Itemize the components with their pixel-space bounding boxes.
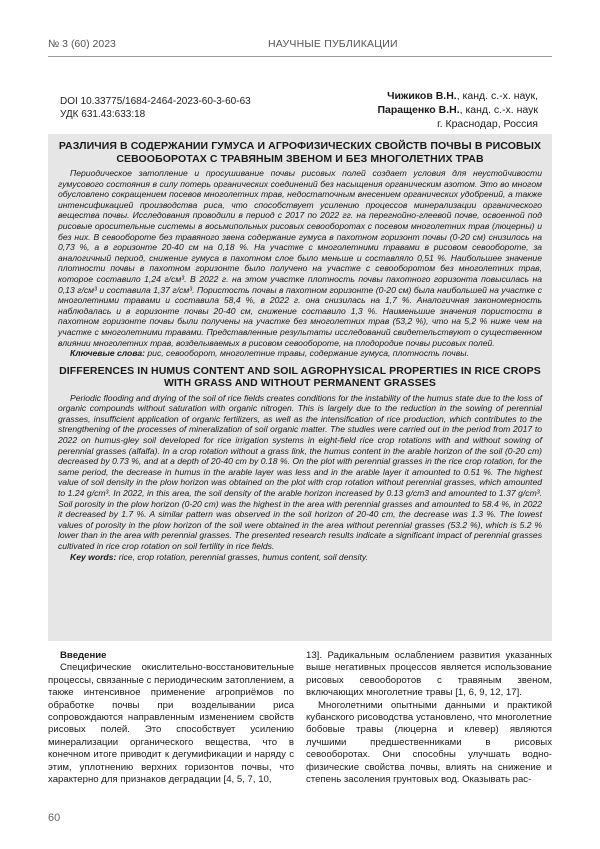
abstract-en: Periodic flooding and drying of the soil of rice fields creates conditions for the instability of the humus state due to the loss of organic compounds without saturation with organic nitrogen. This is largely due to the reduction in the sowing of perennial grasses, insufficient application of organic fertilizers, as well as the intensification of rice production, which contributes to the strengthening of the processes of mineralization of soil organic matter. The studies were carried out in the period from 2017 to 2022 on humus-gley soil developed for rice irrigation systems in eight-field rice crop rotations with and without sowing of perennial grasses (alfalfa). In a crop rotation without a grass link, the humus content in the arable horizon of the soil (0-20 cm) decreased by 0.73 %, and at a depth of 20-40 cm by 0.18 %. On the plot with perennial grasses in the rice crop rotation, for the same period, the decrease in humus in the arable layer was less and in the arable layer it amounted to 0.51 %. The highest value of soil density in the plow horizon was obtained on the plot with crop rotation without perennial grasses, which amounted to 1.24 g/cm³. In 2022, in this area, the soil density of the arable horizon increased by 0.13 g/cm3 and amounted to 1.37 g/cm³. Soil porosity in the plow horizon (0-20 cm) was the highest in the area with perennial grasses and amounted to 58.4 %, in 2022 it decreased by 1.7 %. A similar pattern was observed in the soil horizon of 20-40 cm, the decrease was 1.3 %. The lowest values of porosity in the plow horizon of the soil were obtained in the area without perennial grasses (53.2 %), which is 5.2 % lower than in the area with perennial grasses. The presented research results indicate a significant impact of perennial grasses cultivated in rice crop rotation on soil fertility in rice fields. (58, 392, 542, 551)
title-ru: РАЗЛИЧИЯ В СОДЕРЖАНИИ ГУМУСА И АГРОФИЗИЧЕСКИХ СВОЙСТВ ПОЧВЫ В РИСОВЫХ СЕВООБОРОТАХ С ТРАВЯНЫМ ЗВЕНОМ И БЕЗ МНОГОЛЕТНИХ ТРАВ (58, 140, 542, 165)
title-en: DIFFERENCES IN HUMUS CONTENT AND SOIL AGROPHYSICAL PROPERTIES IN RICE CROPS WITH GRASS AND WITHOUT PERMANENT GRASSES (59, 364, 541, 390)
keywords-en-list: rice, crop rotation, perennial grasses, humus content, soil density. (116, 551, 368, 562)
keywords-en-label: Key words: (70, 551, 117, 562)
paragraph: Многолетними опытными данными и практикой кубанского рисоводства установлено, что многолетние бобовые травы (люцерна и клевер) являются лучшими предшественниками в рисовых севооборотах. Они способны улучшать водно-физические свойства почвы, влиять на снижение и степень засоления грунтовых вод. Оказывать рас- (306, 699, 552, 786)
author-1 (278, 89, 538, 103)
paragraph: Специфические окислительно-восстановительные процессы, связанные с периодическим затоплением, а также интенсивное применение агроприёмов по обработке почвы при возделывании риса сопровождаются направленным изменением свойств рисовых полей. Это способствует усилению минерализации органического вещества, что в конечном итоге приводит к дегумификации и наряду с этим, уплотнению верхних горизонтов почвы, что характерно для признаков деградации [4, 5, 7, 10, (48, 662, 294, 786)
running-header (48, 38, 552, 62)
article-meta (60, 95, 251, 121)
header-divider (48, 56, 552, 57)
issue-number: № 3 (60) 2023 (48, 38, 116, 50)
keywords-ru-list: рис, севооборот, многолетние травы, содержание гумуса, плотность почвы. (145, 348, 469, 359)
author-1-degree: , канд. с.-х. наук, (456, 90, 538, 102)
article-body (48, 650, 552, 800)
author-city: г. Краснодар, Россия (437, 118, 538, 130)
author-2 (278, 103, 538, 117)
author-block (278, 89, 538, 131)
author-2-degree: , канд. с.-х. наук (459, 104, 538, 116)
abstract-ru: Периодическое затопление и просушивание почвы рисовых полей создает условия для неустойчивости гумусового состояния в силу потерь органических соединений без насыщения органическим азотом. Это во многом обусловлено сокращением посевов многолетних трав, недостаточным внесением органических удобрений, а также интенсификацией производства риса, что способствует усилению процессов минерализации органического вещества почвы. Исследования проводили в период с 2017 по 2022 гг. на перегнойно-глеевой почве, освоенной под рисовые оросительные системы в восьмипольных рисовых севооборотах с посевом многолетних трав (люцерны) и без них. В севообороте без травяного звена содержание гумуса в пахотном горизонт почвы (0-20 см) снизилось на 0,73 %, а в горизонте 20-40 см на 0,18 %. На участке с многолетними травами в рисовом севообороте, за аналогичный период, снижение гумуса в пахотном слое было меньше и составляло 0,51 %. Наибольшее значение плотности почвы в пахотном горизонте было получено на участке с севооборотом без многолетних трав, которое составило 1,24 г/см³. В 2022 г. на этом участке плотность почвы пахотного горизонта повысилась на 0,13 г/см³ и составила 1,37 г/см³. Пористость почвы в пахотном горизонте (0-20 см) была наибольшей на участке с многолетними травами и составила 58,4 %, в 2022 г. она снизилась на 1,7 %. Аналогичная закономерность наблюдалась и в горизонте почвы 20-40 см, снижение составило 1,3 %. Наименьшие значения пористости в пахотном горизонте почвы были получены на участке без многолетних трав (53,2 %), что на 5,2 % ниже чем на участке с многолетними травами. Представленные результаты исследований свидетельствуют о существенном влиянии многолетних трав, возделываемых в рисовом севообороте, на плодородие почвы рисовых полей. (58, 168, 542, 348)
section-heading-introduction: Введение (60, 650, 107, 661)
page-number: 60 (48, 812, 61, 824)
keywords-en (58, 552, 542, 563)
abstract-box (48, 134, 552, 641)
keywords-ru-label: Ключевые слова: (70, 348, 145, 359)
body-column-left (48, 650, 294, 786)
keywords-ru (58, 348, 542, 359)
paragraph: 13]. Радикальным ослаблением развития указанных выше негативных процессов является использование рисовых севооборотов с травяным звеном, включающих многолетние травы [1, 6, 9, 12, 17]. (306, 650, 552, 699)
body-column-right (306, 650, 552, 786)
doi: DOI 10.33775/1684-2464-2023-60-3-60-63 (60, 96, 251, 107)
udk: УДК 631.43:633:18 (60, 109, 146, 120)
section-title: НАУЧНЫЕ ПУБЛИКАЦИИ (268, 38, 398, 50)
author-1-name: Чижиков В.Н. (387, 90, 457, 102)
author-2-name: Паращенко В.Н. (377, 104, 460, 116)
